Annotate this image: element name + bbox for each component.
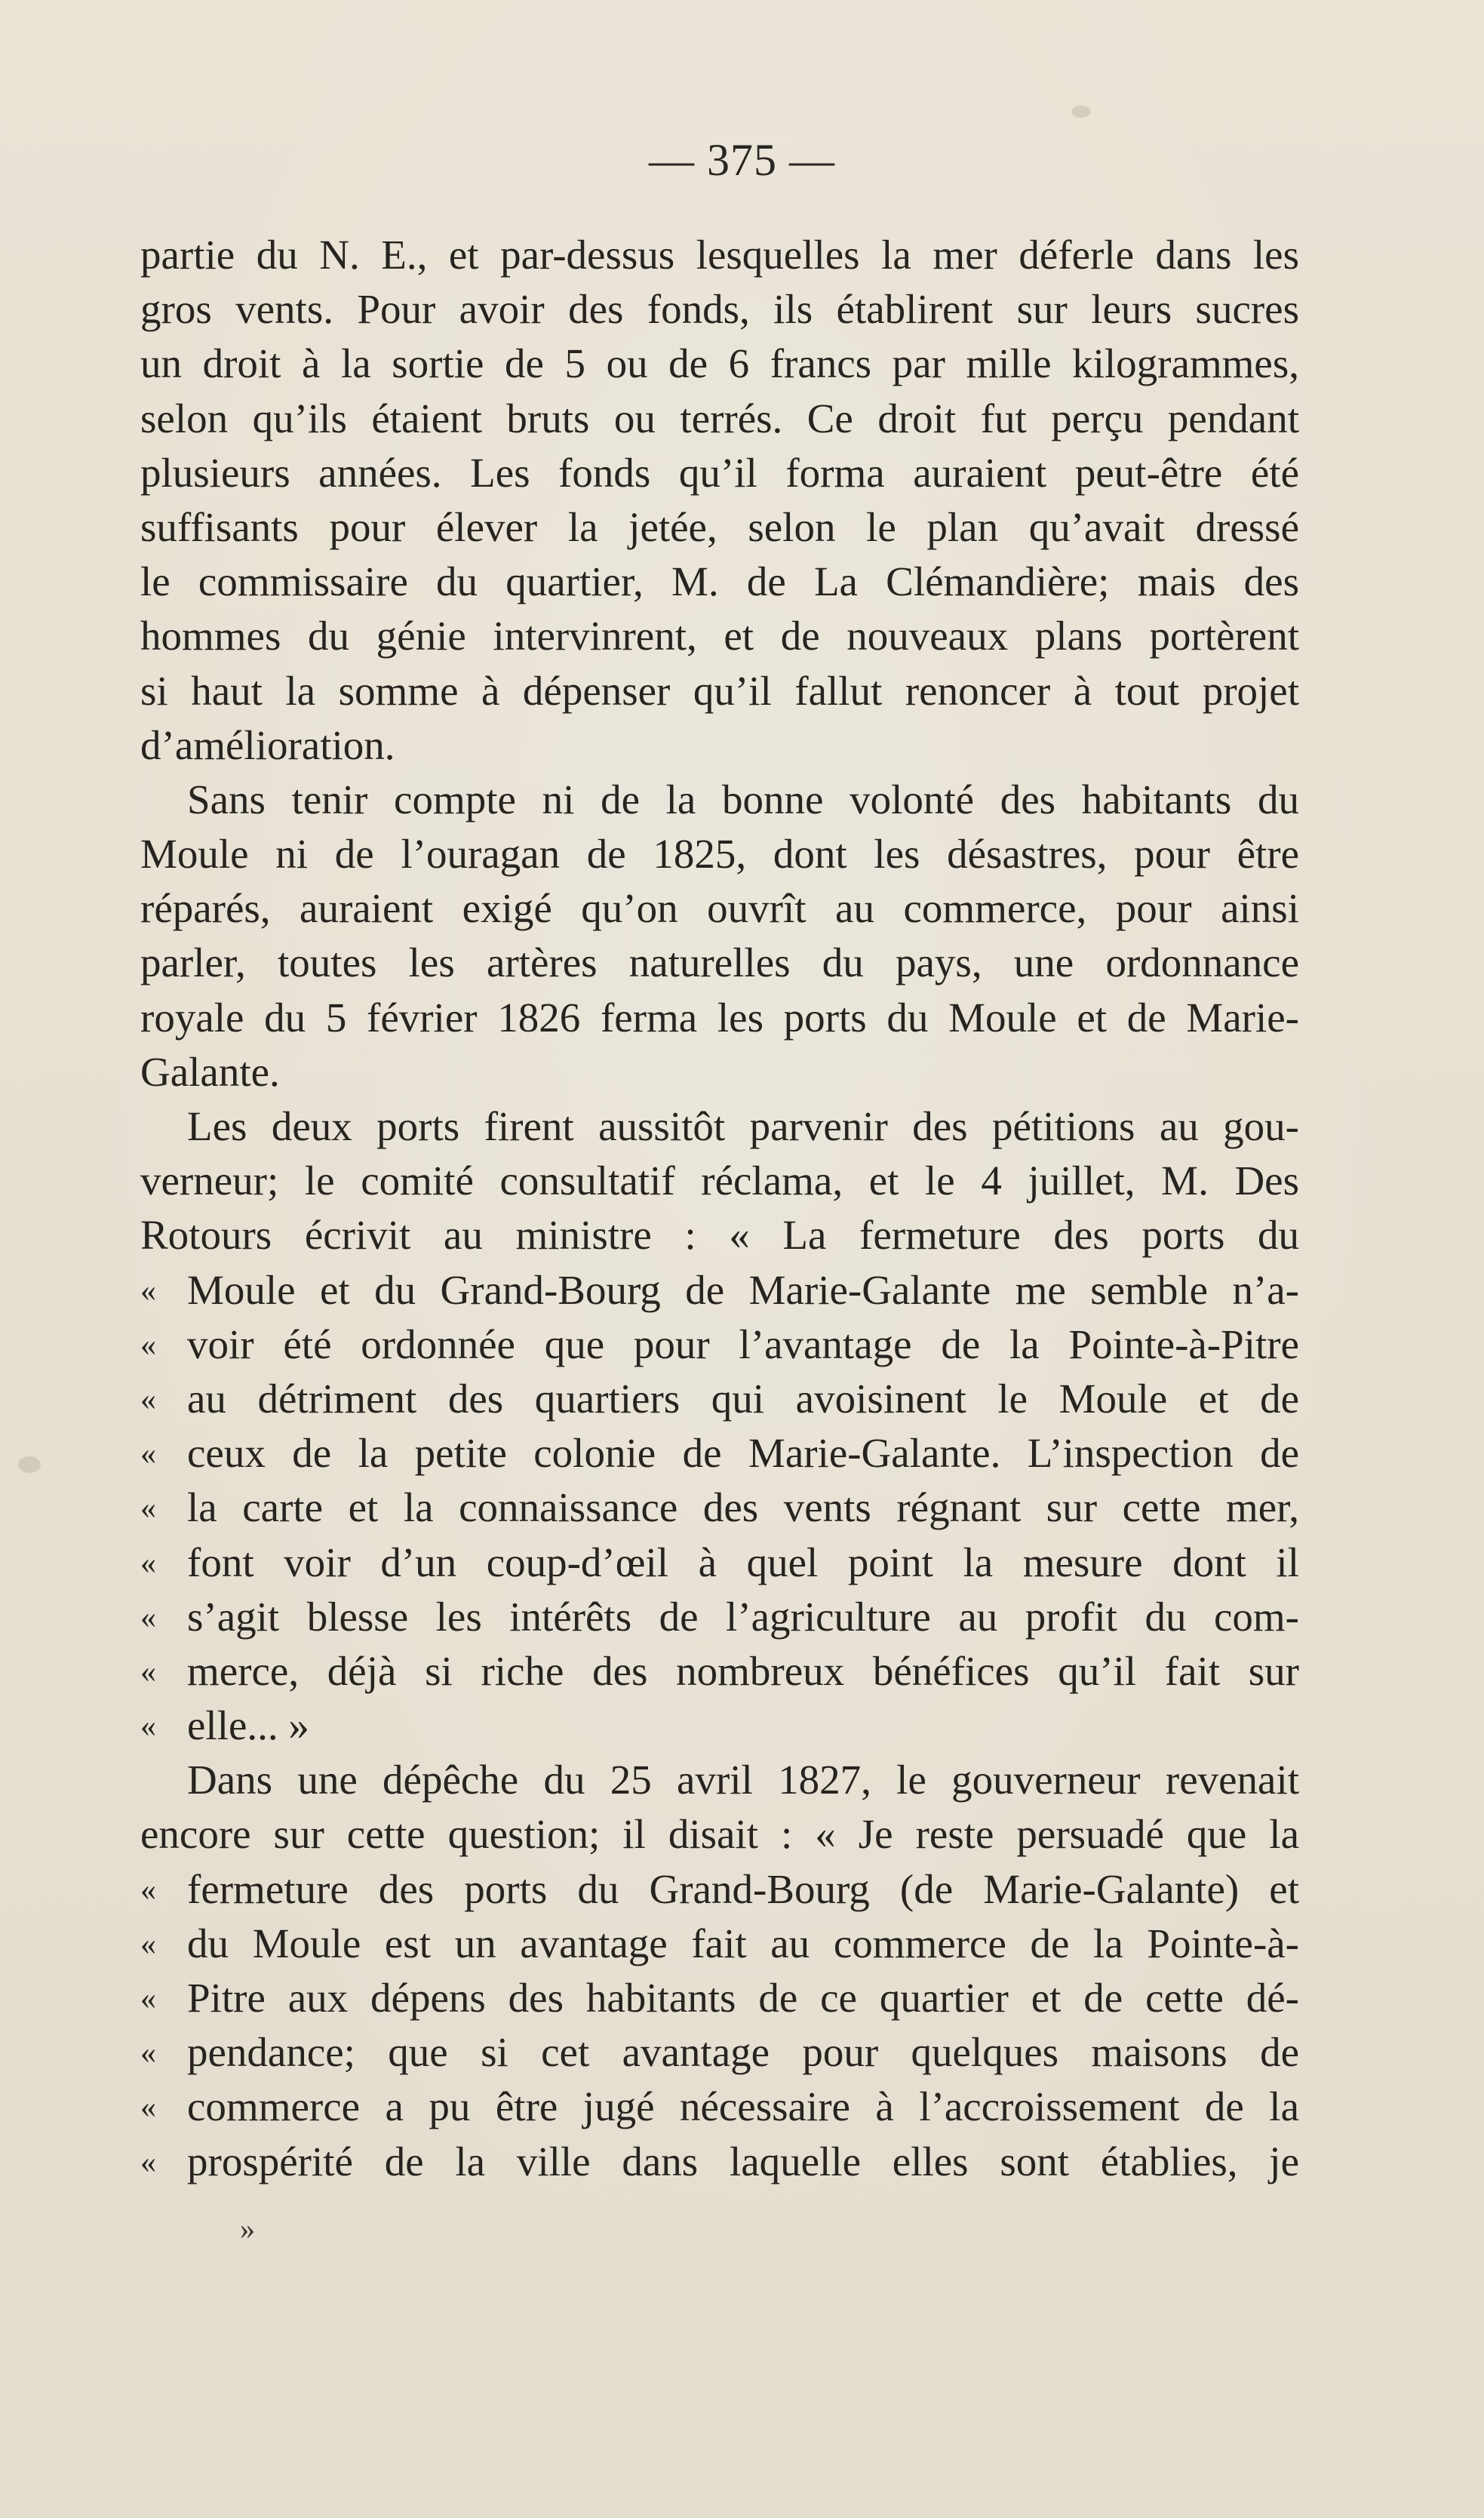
quote-mark: « xyxy=(140,1926,156,1962)
line-text: parler, toutes les artères naturelles du pays, une ordonnance xyxy=(140,939,1299,986)
quote-mark: « xyxy=(140,1382,156,1417)
quote-mark: « xyxy=(140,1545,156,1581)
text-line xyxy=(140,991,1299,1045)
text-line xyxy=(140,718,1299,773)
line-text: un droit à la sortie de 5 ou de 6 francs par mille kilogrammes, xyxy=(140,340,1299,387)
text-line xyxy=(140,1154,1299,1208)
line-text: selon qu’ils étaient bruts ou terrés. Ce droit fut perçu pendant xyxy=(140,395,1299,441)
body-text xyxy=(140,228,1299,2189)
text-line xyxy=(140,1753,1299,1807)
quote-mark: « xyxy=(140,2090,156,2126)
stray-mark: » xyxy=(240,2212,255,2246)
text-line xyxy=(140,1644,1299,1699)
line-text: gros vents. Pour avoir des fonds, ils établirent sur leurs sucres xyxy=(140,286,1299,333)
line-text: réparés, auraient exigé qu’on ouvrît au commerce, pour ainsi xyxy=(140,885,1299,932)
line-text: partie du N. E., et par-dessus lesquelles la mer déferle dans les xyxy=(140,232,1299,278)
line-text: d’amélioration. xyxy=(140,721,395,768)
text-line xyxy=(140,1862,1299,1917)
quote-mark: « xyxy=(140,2144,156,2180)
text-line xyxy=(140,1317,1299,1372)
line-text: hommes du génie intervinrent, et de nouveaux plans portèrent xyxy=(140,613,1299,659)
line-text: elle... » xyxy=(187,1702,309,1749)
line-text: au détriment des quartiers qui avoisinent le Moule et de xyxy=(187,1375,1299,1422)
text-line xyxy=(140,1480,1299,1535)
line-text: s’agit blesse les intérêts de l’agriculture au profit du com- xyxy=(187,1593,1299,1640)
line-text: du Moule est un avantage fait au commerce de la Pointe-à- xyxy=(187,1920,1299,1966)
line-text: Sans tenir compte ni de la bonne volonté des habitants du xyxy=(187,776,1299,822)
paper-speck xyxy=(18,1456,41,1473)
line-text: Dans une dépêche du 25 avril 1827, le gouverneur revenait xyxy=(187,1757,1299,1803)
text-line xyxy=(140,664,1299,718)
text-line xyxy=(140,936,1299,990)
text-line xyxy=(140,2080,1299,2134)
line-text: la carte et la connaissance des vents régnant sur cette mer, xyxy=(187,1484,1299,1531)
text-line xyxy=(140,827,1299,881)
quote-mark: « xyxy=(140,1654,156,1689)
quote-mark: « xyxy=(140,1982,156,2016)
text-line xyxy=(140,228,1299,282)
text-line xyxy=(140,609,1299,663)
page-number: — 375 — xyxy=(649,135,835,185)
text-line xyxy=(140,392,1299,446)
text-line xyxy=(140,1971,1299,2025)
line-text: Moule ni de l’ouragan de 1825, dont les désastres, pour être xyxy=(140,831,1299,878)
line-text: pendance; que si cet avantage pour quelques maisons de xyxy=(187,2029,1299,2076)
text-line xyxy=(140,1590,1299,1644)
quote-mark: « xyxy=(140,2036,156,2071)
text-line xyxy=(140,1099,1299,1154)
line-text: font voir d’un coup-d’œil à quel point la mesure dont il xyxy=(187,1539,1299,1585)
line-text: prospérité de la ville dans laquelle elles sont établies, je xyxy=(187,2138,1299,2184)
line-text: le commissaire du quartier, M. de La Clémandière; mais des xyxy=(140,558,1299,605)
text-line xyxy=(140,1807,1299,1862)
text-line xyxy=(140,1263,1299,1317)
text-line xyxy=(140,1917,1299,1971)
line-text: suffisants pour élever la jetée, selon le plan qu’avait dressé xyxy=(140,503,1299,550)
line-text: verneur; le comité consultatif réclama, et le 4 juillet, M. Des xyxy=(140,1158,1299,1204)
text-line xyxy=(140,446,1299,500)
line-text: ceux de la petite colonie de Marie-Galante. L’inspection de xyxy=(187,1430,1299,1477)
line-text: voir été ordonnée que pour l’avantage de la Pointe-à-Pitre xyxy=(187,1320,1299,1367)
quote-mark: « xyxy=(140,1872,156,1908)
text-line xyxy=(140,1208,1299,1262)
quote-mark: « xyxy=(140,1327,156,1363)
quote-mark: « xyxy=(140,1709,156,1745)
text-line xyxy=(140,1426,1299,1480)
text-line xyxy=(140,555,1299,609)
line-text: merce, déjà si riche des nombreux bénéfices qu’il fait sur xyxy=(187,1647,1299,1694)
text-line xyxy=(140,881,1299,936)
text-line xyxy=(140,282,1299,337)
line-text: Les deux ports firent aussitôt parvenir des pétitions au gou- xyxy=(187,1103,1299,1149)
line-text: Pitre aux dépens des habitants de ce quartier et de cette dé- xyxy=(187,1975,1299,2021)
quote-mark: « xyxy=(140,1437,156,1472)
paper-speck xyxy=(1071,106,1091,118)
text-line xyxy=(140,773,1299,827)
text-line xyxy=(140,2135,1299,2189)
text-line xyxy=(140,1699,1299,1753)
text-line xyxy=(140,337,1299,391)
line-text: fermeture des ports du Grand-Bourg (de Marie-Galante) et xyxy=(187,1865,1299,1912)
text-line xyxy=(140,2025,1299,2080)
line-text: commerce a pu être jugé nécessaire à l’accroissement de la xyxy=(187,2083,1299,2130)
text-line xyxy=(140,1045,1299,1099)
text-line xyxy=(140,1372,1299,1426)
line-text: Moule et du Grand-Bourg de Marie-Galante me semble n’a- xyxy=(187,1266,1299,1313)
quote-mark: « xyxy=(140,1600,156,1635)
line-text: royale du 5 février 1826 ferma les ports du Moule et de Marie- xyxy=(140,994,1299,1041)
line-text: plusieurs années. Les fonds qu’il forma auraient peut-être été xyxy=(140,449,1299,496)
quote-mark: « xyxy=(140,1273,156,1308)
line-text: encore sur cette question; il disait : « Je reste persuadé que la xyxy=(140,1811,1299,1858)
line-text: Galante. xyxy=(140,1048,280,1095)
line-text: Rotours écrivit au ministre : « La fermeture des ports du xyxy=(140,1212,1299,1259)
quote-mark: « xyxy=(140,1491,156,1526)
text-line xyxy=(140,500,1299,555)
line-text: si haut la somme à dépenser qu’il fallut renoncer à tout projet xyxy=(140,667,1299,714)
text-line xyxy=(140,1536,1299,1590)
